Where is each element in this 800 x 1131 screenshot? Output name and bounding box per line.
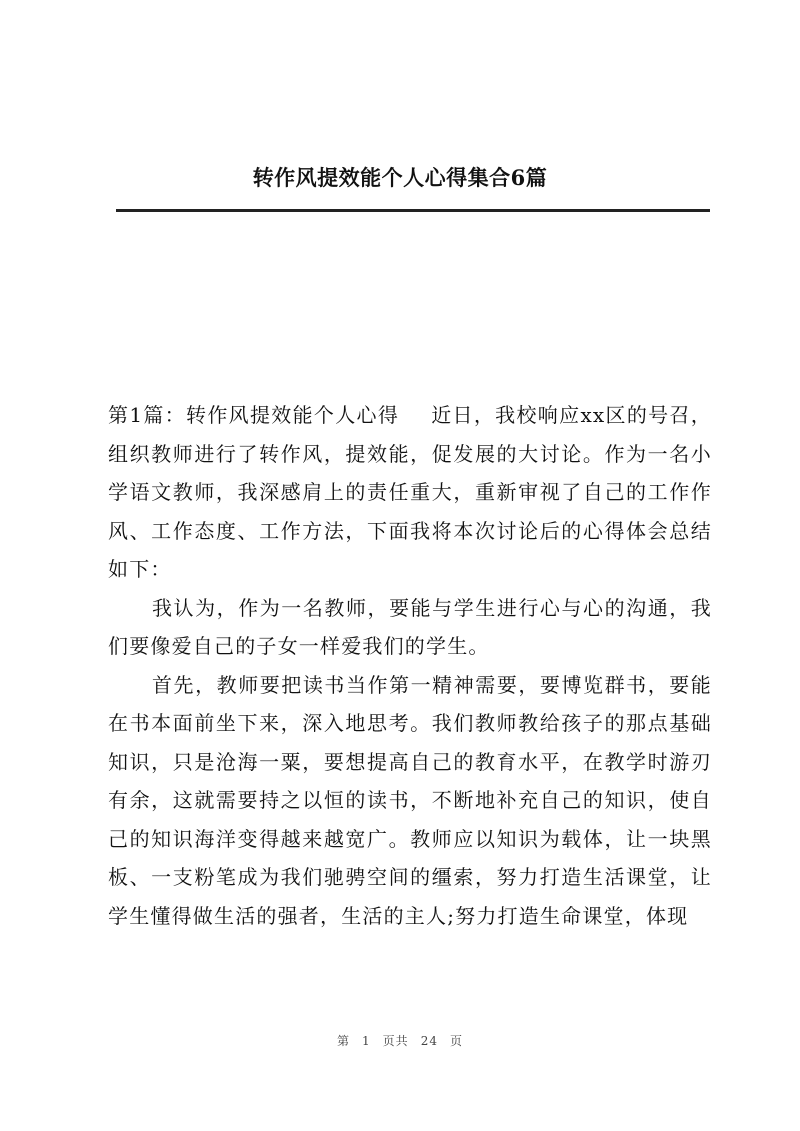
section-heading: 第1篇：转作风提效能个人心得 <box>108 403 400 427</box>
footer-suffix: 页 <box>449 1034 463 1048</box>
document-body <box>108 396 712 935</box>
current-page-number: 1 <box>362 1034 371 1048</box>
title-underline <box>116 209 710 212</box>
paragraph-2: 我认为，作为一名教师，要能与学生进行心与心的沟通，我们要像爱自己的子女一样爱我们的学生。 <box>108 595 712 658</box>
page-footer <box>0 1032 800 1049</box>
total-pages-number: 24 <box>420 1034 438 1048</box>
footer-prefix: 第 <box>337 1034 351 1048</box>
paragraph-3: 首先，教师要把读书当作第一精神需要，要博览群书，要能在书本面前坐下来，深入地思考。我们教师教给孩子的那点基础知识，只是沧海一粟，要想提高自己的教育水平，在教学时游刃有余，这就需要持之以恒的读书，不断地补充自己的知识，使自己的知识海洋变得越来越宽广。教师应以知识为载体，让一块黑板、一支粉笔成为我们驰骋空间的缰索，努力打造生活课堂，让学生懂得做生活的强者，生活的主人;努力打造生命课堂，体现 <box>108 672 712 928</box>
footer-mid: 页共 <box>382 1034 409 1048</box>
paragraph-1: 近日，我校响应xx区的号召，组织教师进行了转作风，提效能，促发展的大讨论。作为一名小学语文教师，我深感肩上的责任重大，重新审视了自己的工作作风、工作态度、工作方法，下面我将本次讨论后的心得体会总结如下： <box>108 403 712 581</box>
document-title: 转作风提效能个人心得集合6篇 <box>252 165 548 190</box>
first-paragraph <box>108 396 712 589</box>
